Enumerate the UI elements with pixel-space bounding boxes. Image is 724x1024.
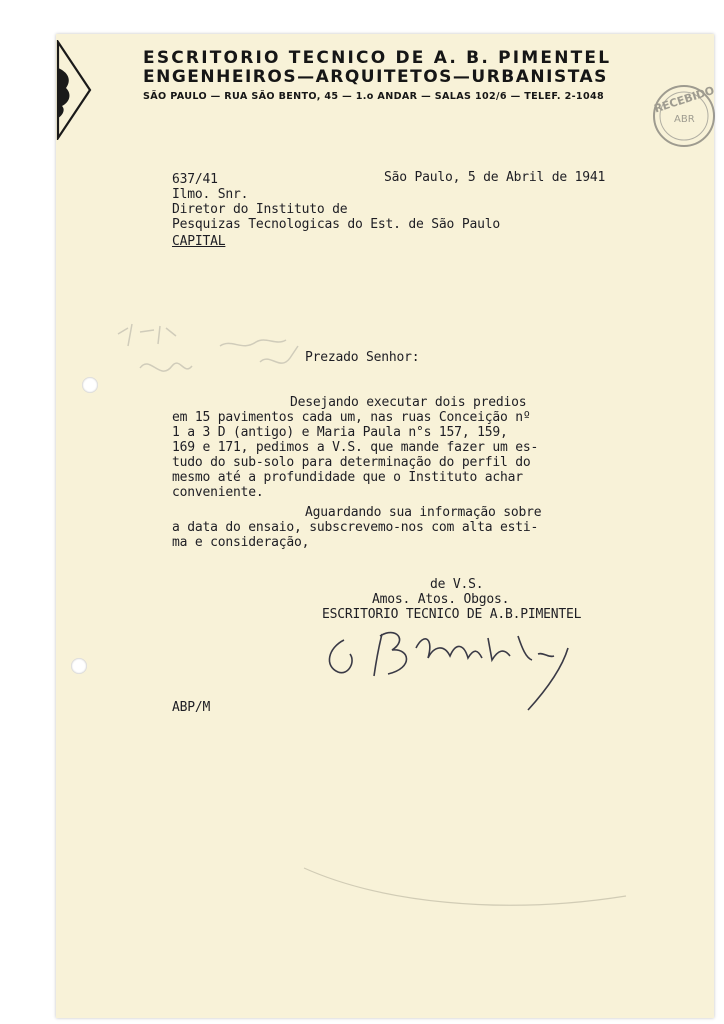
typist-initials: ABP/M <box>172 700 211 715</box>
body-line: Desejando executar dois predios <box>290 395 527 410</box>
letterhead-professions: ENGENHEIROS—ARQUITETOS—URBANISTAS <box>143 67 608 87</box>
body-line: 1 a 3 D (antigo) e Maria Paula n°s 157, 159, <box>172 425 508 440</box>
recipient-city: CAPITAL <box>172 234 226 249</box>
closing-line: de V.S. <box>430 577 484 592</box>
svg-text:ABR: ABR <box>674 114 695 125</box>
reference-number: 637/41 <box>172 172 218 187</box>
body-line: tudo do sub-solo para determinação do perfil do <box>172 455 531 470</box>
body-line: 169 e 171, pedimos a V.S. que mande fazer um es- <box>172 440 539 455</box>
salutation: Prezado Senhor: <box>305 350 420 365</box>
closing-line: Amos. Atos. Obgos. <box>372 592 510 607</box>
body-line: Aguardando sua informação sobre <box>305 505 542 520</box>
svg-text:RECEBIDO: RECEBIDO <box>652 83 716 116</box>
company-logo-icon <box>56 40 92 140</box>
recipient-line: Pesquizas Tecnologicas do Est. de São Paulo <box>172 217 500 232</box>
punch-hole-bottom <box>71 658 87 674</box>
body-line: a data do ensaio, subscrevemo-nos com alta esti- <box>172 520 539 535</box>
body-line: ma e consideração, <box>172 535 310 550</box>
recipient-line: Ilmo. Snr. <box>172 187 249 202</box>
body-line: mesmo até a profundidade que o Instituto achar <box>172 470 523 485</box>
closing-line: ESCRITORIO TECNICO DE A.B.PIMENTEL <box>322 607 582 622</box>
recipient-line: Diretor do Instituto de <box>172 202 348 217</box>
date-line: São Paulo, 5 de Abril de 1941 <box>384 170 606 185</box>
received-stamp <box>648 76 716 156</box>
body-line: em 15 pavimentos cada um, nas ruas Conceição nº <box>172 410 531 425</box>
pencil-annotation <box>110 318 320 388</box>
paper-crease-mark <box>300 858 630 918</box>
punch-hole-top <box>82 377 98 393</box>
letterhead-company: ESCRITORIO TECNICO DE A. B. PIMENTEL <box>143 48 612 68</box>
body-line: conveniente. <box>172 485 264 500</box>
letterhead-address: SÃO PAULO — RUA SÃO BENTO, 45 — 1.o ANDAR — SALAS 102/6 — TELEF. 2-1048 <box>143 91 605 102</box>
handwritten-signature <box>322 618 584 714</box>
